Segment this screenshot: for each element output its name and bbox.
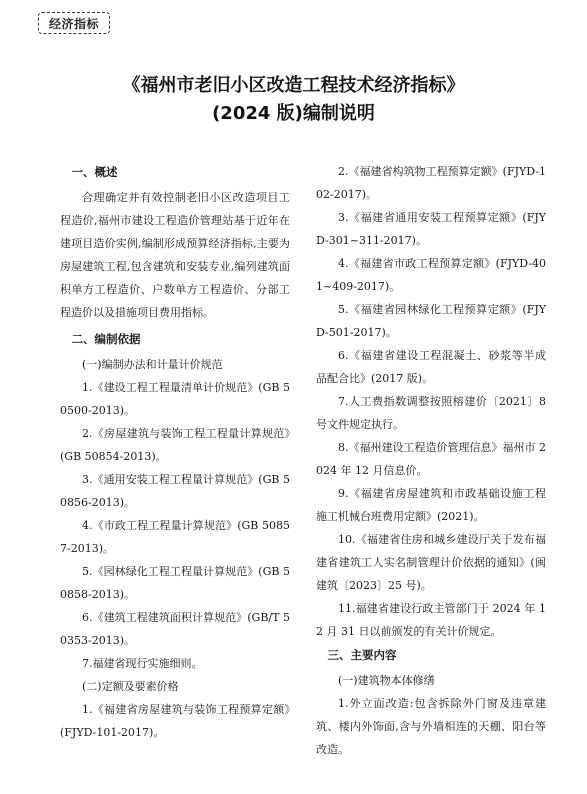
quota-item: 2.《福建省构筑物工程预算定额》(FJYD-102-2017)。 [316,165,546,201]
category-tag [38,12,110,34]
basis-item: 5.《园林绿化工程工程量计算规范》(GB 50858-2013)。 [60,565,290,601]
document-title-line2: (2024 版)编制说明 [212,103,375,124]
quota-item: 7.人工费指数调整按照榕建价〔2021〕8 号文件规定执行。 [316,395,546,431]
subsection-heading-quota: (二)定额及要素价格 [82,680,179,693]
quota-item: 1.《福建省房屋建筑与装饰工程预算定额》(FJYD-101-2017)。 [60,703,290,739]
right-column [316,160,546,761]
basis-item: 1.《建设工程工程量清单计价规范》(GB 50500-2013)。 [60,381,290,417]
subsection-heading-building: (一)建筑物本体修缮 [338,674,435,687]
quota-item: 4.《福建省市政工程预算定额》(FJYD-401~409-2017)。 [316,257,546,293]
category-tag-label: 经济指标 [48,16,99,31]
quota-item: 6.《福建省建设工程混凝土、砂浆等半成品配合比》(2017 版)。 [316,349,546,385]
section-heading-basis: 二、编制依据 [71,332,141,346]
content-paragraph: 1.外立面改造:包含拆除外门窗及违章建筑、楼内外饰面,含与外墙相连的天棚、阳台等改造。 [316,697,546,756]
basis-item: 2.《房屋建筑与装饰工程工程量计算规范》(GB 50854-2013)。 [60,427,290,463]
section-heading-main-content: 三、主要内容 [327,648,397,662]
quota-item: 3.《福建省通用安装工程预算定额》(FJYD-301~311-2017)。 [316,211,546,247]
overview-paragraph: 合理确定并有效控制老旧小区改造项目工程造价,福州市建设工程造价管理站基于近年在建项目造价实例,编制形成预算经济指标,主要为房屋建筑工程,包含建筑和安装专业,编列建筑面积单方工程造价、户数单方工程造价、分部工程造价以及措施项目费用指标。 [60,191,290,319]
left-column [60,160,290,744]
subsection-heading-methods: (一)编制办法和计量计价规范 [82,358,223,371]
basis-item: 7.福建省现行实施细则。 [82,657,203,670]
quota-item: 11.福建省建设行政主管部门于 2024 年 12 月 31 日以前颁发的有关计价规定。 [316,602,546,638]
quota-item: 8.《福州建设工程造价管理信息》福州市 2024 年 12 月信息价。 [316,441,546,477]
basis-item: 6.《建筑工程建筑面积计算规范》(GB/T 50353-2013)。 [60,611,290,647]
quota-item: 10.《福建省住房和城乡建设厅关于发布福建省建筑工人实名制管理计价依据的通知》(闽建筑〔2023〕25 号)。 [316,533,546,592]
quota-item: 9.《福建省房屋建筑和市政基础设施工程施工机械台班费用定额》(2021)。 [316,487,546,523]
basis-item: 4.《市政工程工程量计算规范》(GB 50857-2013)。 [60,519,290,555]
basis-item: 3.《通用安装工程工程量计算规范》(GB 50856-2013)。 [60,473,290,509]
section-heading-overview: 一、概述 [71,165,118,179]
document-title-line1: 《福州市老旧小区改造工程技术经济指标》 [122,75,465,96]
quota-item: 5.《福建省园林绿化工程预算定额》(FJYD-501-2017)。 [316,303,546,339]
